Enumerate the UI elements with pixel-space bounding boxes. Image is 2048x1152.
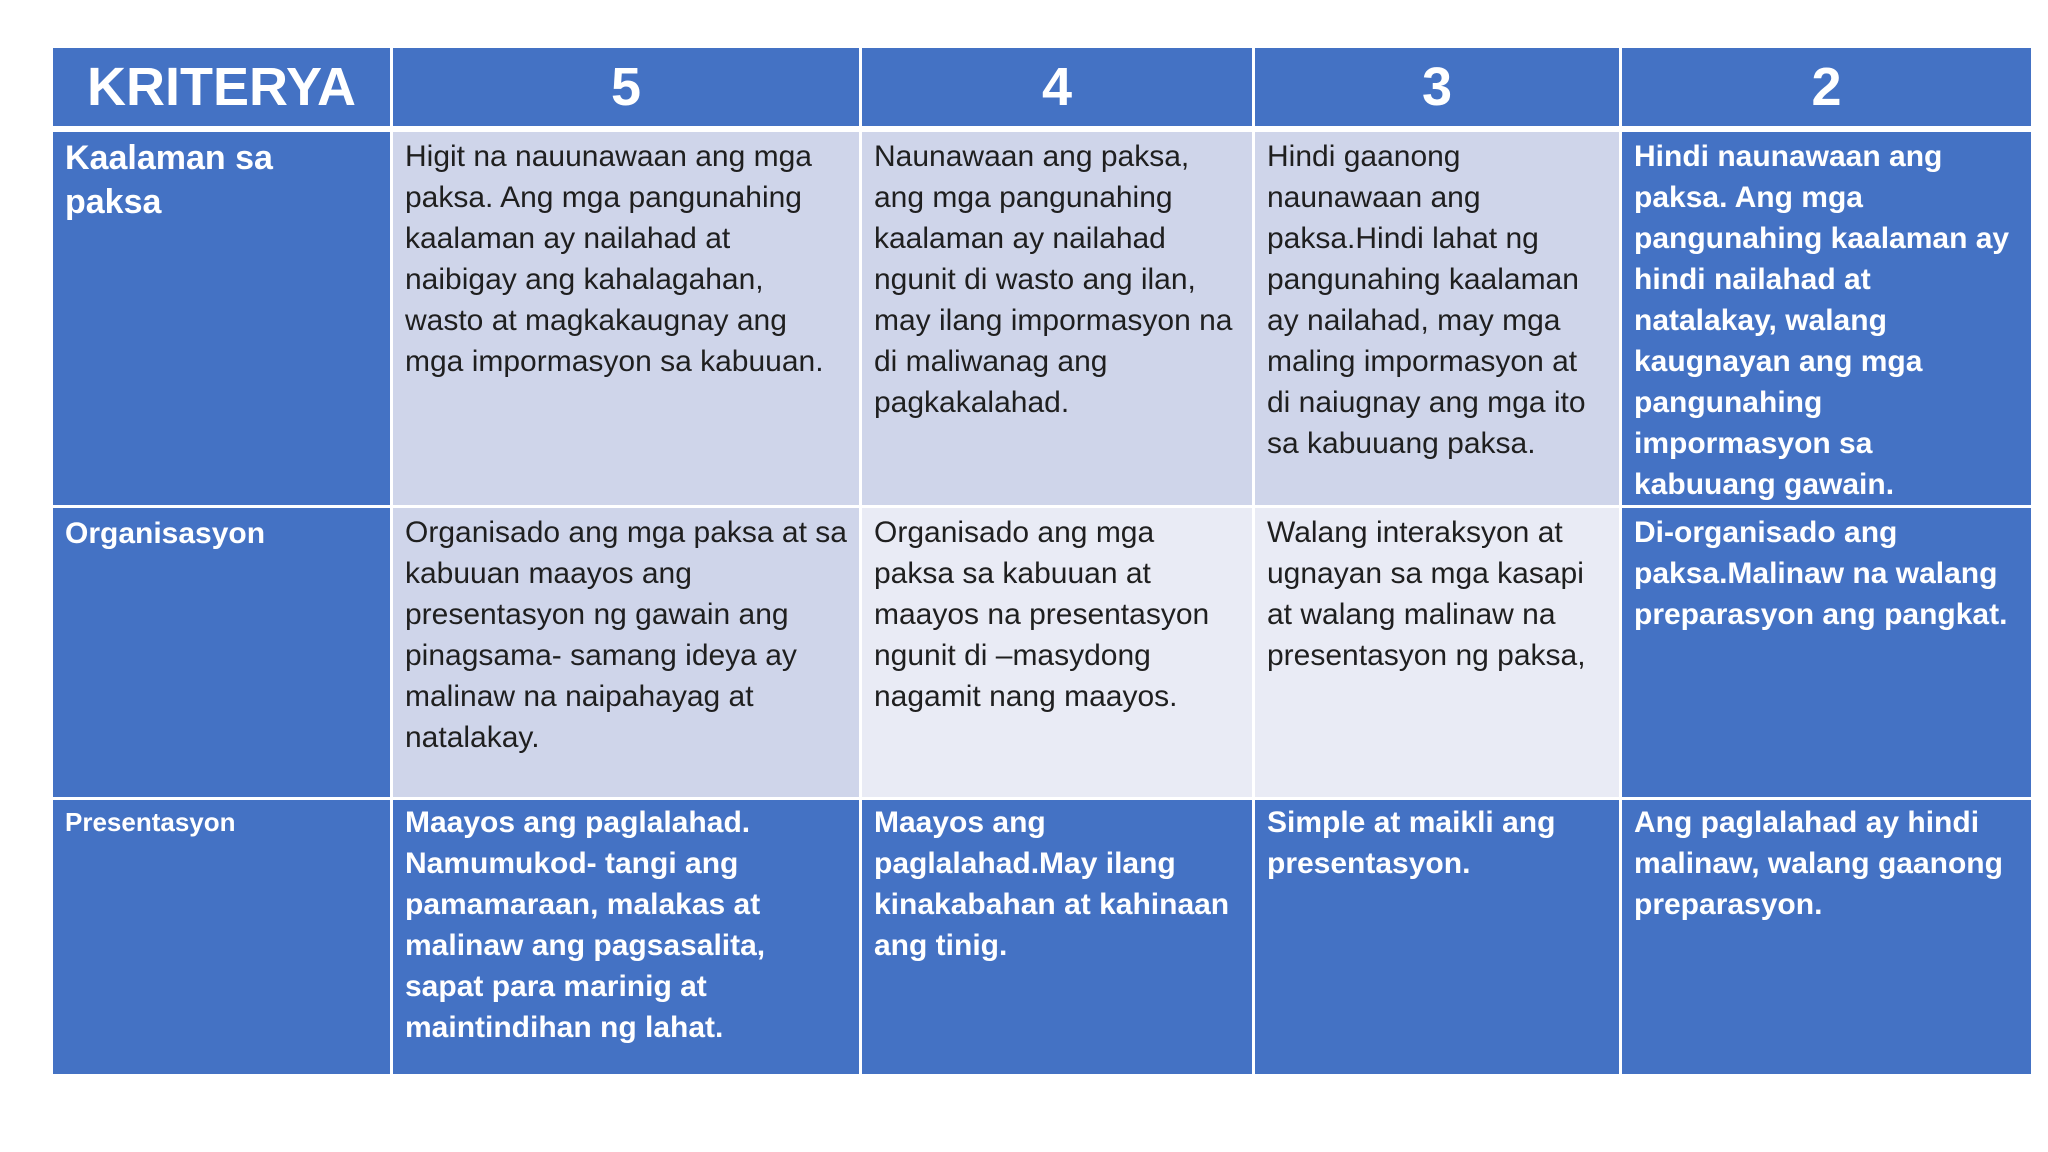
criteria-label-text: Kaalaman sa paksa (65, 139, 273, 221)
cell-organisasyon-3 (1254, 507, 1621, 799)
header-criteria: KRITERYA (52, 47, 392, 130)
cell-presentasyon-4 (861, 799, 1254, 1076)
cell-text: Higit na nauunawaan ang mga paksa. Ang mga pangunahing kaalaman ay nailahad at naibigay ang kahalagahan, wasto at magkakaugnay ang mga impormasyon sa kabuuan. (405, 140, 824, 378)
criteria-label-kaalaman (52, 129, 392, 507)
cell-kaalaman-2 (1621, 129, 2033, 507)
criteria-label-organisasyon (52, 507, 392, 799)
cell-text: Hindi gaanong naunawaan ang paksa.Hindi lahat ng pangunahing kaalaman ay nailahad, may mga maling impormasyon at di naiugnay ang mga ito sa kabuuang paksa. (1267, 140, 1586, 460)
cell-text: Naunawaan ang paksa, ang mga pangunahing kaalaman ay nailahad ngunit di wasto ang ilan, may ilang impormasyon na di maliwanag ang pagkakalahad. (874, 140, 1233, 419)
header-score-2: 2 (1621, 47, 2033, 130)
criteria-label-presentasyon (52, 799, 392, 1076)
cell-kaalaman-3 (1254, 129, 1621, 507)
cell-text: Walang interaksyon at ugnayan sa mga kasapi at walang malinaw na presentasyon ng paksa, (1267, 516, 1586, 672)
header-score-4: 4 (861, 47, 1254, 130)
cell-text: Organisado ang mga paksa at sa kabuuan maayos ang presentasyon ng gawain ang pinagsama- samang ideya ay malinaw na naipahayag at natalakay. (405, 516, 847, 754)
cell-presentasyon-3 (1254, 799, 1621, 1076)
cell-text: Maayos ang paglalahad. Namumukod- tangi ang pamamaraan, malakas at malinaw ang pagsasalita, sapat para marinig at maintindihan ng lahat. (405, 806, 766, 1044)
criteria-label-text: Organisasyon (65, 517, 266, 550)
cell-organisasyon-5 (392, 507, 861, 799)
rubric-table (50, 45, 2034, 1077)
header-score-5: 5 (392, 47, 861, 130)
table-row-presentasyon (52, 799, 2033, 1076)
header-score-3: 3 (1254, 47, 1621, 130)
cell-text: Organisado ang mga paksa sa kabuuan at maayos na presentasyon ngunit di –masydong nagamit nang maayos. (874, 516, 1210, 713)
cell-organisasyon-2 (1621, 507, 2033, 799)
cell-text: Maayos ang paglalahad.May ilang kinakabahan at kahinaan ang tinig. (874, 806, 1230, 962)
table-row-organisasyon (52, 507, 2033, 799)
cell-kaalaman-4 (861, 129, 1254, 507)
cell-text: Di-organisado ang paksa.Malinaw na walang preparasyon ang pangkat. (1634, 516, 2008, 631)
header-row (52, 47, 2033, 130)
cell-text: Simple at maikli ang presentasyon. (1267, 806, 1556, 880)
cell-organisasyon-4 (861, 507, 1254, 799)
cell-text: Hindi naunawaan ang paksa. Ang mga pangunahing kaalaman ay hindi nailahad at natalakay, walang kaugnayan ang mga pangunahing impormasyon sa kabuuang gawain. (1634, 140, 2010, 501)
cell-presentasyon-5 (392, 799, 861, 1076)
table-row-kaalaman (52, 129, 2033, 507)
criteria-label-text: Presentasyon (65, 807, 236, 837)
cell-kaalaman-5 (392, 129, 861, 507)
cell-presentasyon-2 (1621, 799, 2033, 1076)
cell-text: Ang paglalahad ay hindi malinaw, walang gaanong preparasyon. (1634, 806, 2003, 921)
